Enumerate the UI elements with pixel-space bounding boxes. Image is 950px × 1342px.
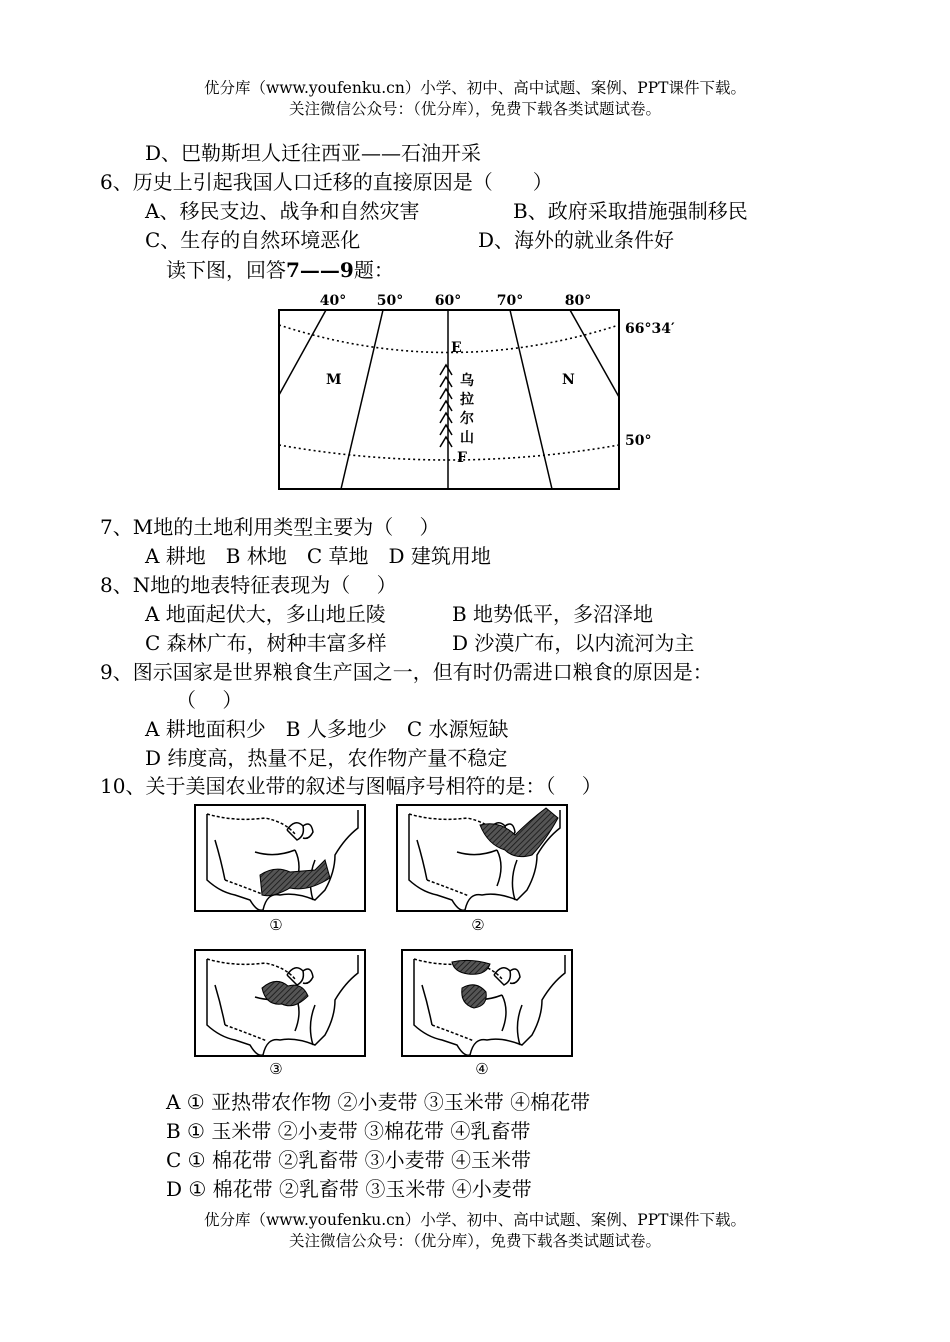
us-map-2-label: ② bbox=[471, 916, 485, 934]
intro-prefix: 读下图，回答 bbox=[166, 258, 286, 282]
map-frame bbox=[279, 310, 619, 489]
lon-label-50: 50° bbox=[376, 293, 404, 309]
lon-label-60: 60° bbox=[434, 293, 462, 309]
meridian-80 bbox=[570, 310, 619, 397]
q6-option-c: C、生存的自然环境恶化 bbox=[145, 228, 361, 252]
point-f-label: F bbox=[457, 450, 467, 466]
mountain-char-3: 尔 bbox=[460, 411, 474, 427]
meridian-50 bbox=[341, 310, 383, 489]
q6-option-b: B、政府采取措施强制移民 bbox=[513, 199, 748, 223]
us-map-3-label: ③ bbox=[269, 1060, 283, 1078]
lon-label-40: 40° bbox=[319, 293, 347, 309]
header-line-1: 优分库（www.youfenku.cn）小学、初中、高中试题、案例、PPT课件下载。 bbox=[203, 79, 747, 97]
region-n-label: N bbox=[562, 372, 575, 388]
q9-stem: 9、图示国家是世界粮食生产国之一，但有时仍需进口粮食的原因是： bbox=[100, 660, 713, 684]
footer-line-1: 优分库（www.youfenku.cn）小学、初中、高中试题、案例、PPT课件下载。 bbox=[203, 1211, 747, 1229]
q9-blank: （ ） bbox=[176, 688, 243, 712]
intro-suffix: 题： bbox=[353, 258, 394, 282]
q7-stem: 7、M地的土地利用类型主要为（ ） bbox=[100, 515, 440, 539]
us-map-2 bbox=[397, 805, 567, 934]
us-map-1-label: ① bbox=[269, 916, 283, 934]
q6-option-a: A、移民支边、战争和自然灾害 bbox=[145, 199, 420, 223]
q9-options-abc: A 耕地面积少 B 人多地少 C 水源短缺 bbox=[145, 717, 509, 741]
lon-label-80: 80° bbox=[564, 293, 592, 309]
q8-option-a: A 地面起伏大，多山地丘陵 bbox=[145, 602, 386, 626]
q8-stem: 8、N地的地表特征表现为（ ） bbox=[100, 573, 397, 597]
region-m-label: M bbox=[326, 372, 342, 388]
header-line-2: 关注微信公众号：（优分库），免费下载各类试题试卷。 bbox=[288, 100, 661, 118]
mountain-char-4: 山 bbox=[460, 430, 474, 446]
q8-option-c: C 森林广布，树种丰富多样 bbox=[145, 631, 387, 655]
q6-stem: 6、历史上引起我国人口迁移的直接原因是（ ） bbox=[100, 170, 553, 194]
q10-option-c: C ① 棉花带 ②乳畜带 ③小麦带 ④玉米带 bbox=[166, 1148, 532, 1172]
point-e-label: E bbox=[451, 340, 462, 356]
q10-option-a: A ① 亚热带农作物 ②小麦带 ③玉米带 ④棉花带 bbox=[166, 1090, 591, 1114]
ural-mountain-symbols bbox=[440, 365, 452, 447]
meridian-70 bbox=[510, 310, 552, 489]
lon-label-70: 70° bbox=[496, 293, 524, 309]
lat-label-50: 50° bbox=[625, 433, 652, 449]
lat-label-arctic: 66°34′ bbox=[625, 321, 675, 337]
footer-line-2: 关注微信公众号：（优分库），免费下载各类试题试卷。 bbox=[288, 1232, 661, 1250]
us-map-4-label: ④ bbox=[475, 1060, 489, 1078]
meridian-40 bbox=[279, 310, 326, 395]
map-intro bbox=[166, 256, 394, 284]
q10-option-b: B ① 玉米带 ②小麦带 ③棉花带 ④乳畜带 bbox=[166, 1119, 531, 1143]
q5-option-d: D、巴勒斯坦人迁往西亚——石油开采 bbox=[145, 141, 482, 165]
q8-option-b: B 地势低平，多沼泽地 bbox=[452, 602, 654, 626]
us-maps-panel bbox=[190, 800, 590, 1085]
q8-option-d: D 沙漠广布，以内流河为主 bbox=[452, 631, 695, 655]
us-map-4 bbox=[402, 950, 572, 1078]
mountain-char-1: 乌 bbox=[460, 373, 474, 389]
q10-stem: 10、关于美国农业带的叙述与图幅序号相符的是：（ ） bbox=[100, 774, 602, 798]
q6-option-d: D、海外的就业条件好 bbox=[478, 228, 675, 252]
us-map-3 bbox=[195, 950, 365, 1078]
mountain-char-2: 拉 bbox=[460, 392, 474, 408]
us-map-1 bbox=[195, 805, 365, 934]
q10-option-d: D ① 棉花带 ②乳畜带 ③玉米带 ④小麦带 bbox=[166, 1177, 532, 1201]
intro-range: 7——9 bbox=[286, 258, 354, 282]
parallel-50 bbox=[279, 445, 619, 460]
q9-option-d: D 纬度高，热量不足，农作物产量不稳定 bbox=[145, 746, 508, 770]
parallel-arctic bbox=[279, 325, 619, 353]
ural-map bbox=[270, 285, 690, 495]
q7-options: A 耕地 B 林地 C 草地 D 建筑用地 bbox=[145, 544, 491, 568]
